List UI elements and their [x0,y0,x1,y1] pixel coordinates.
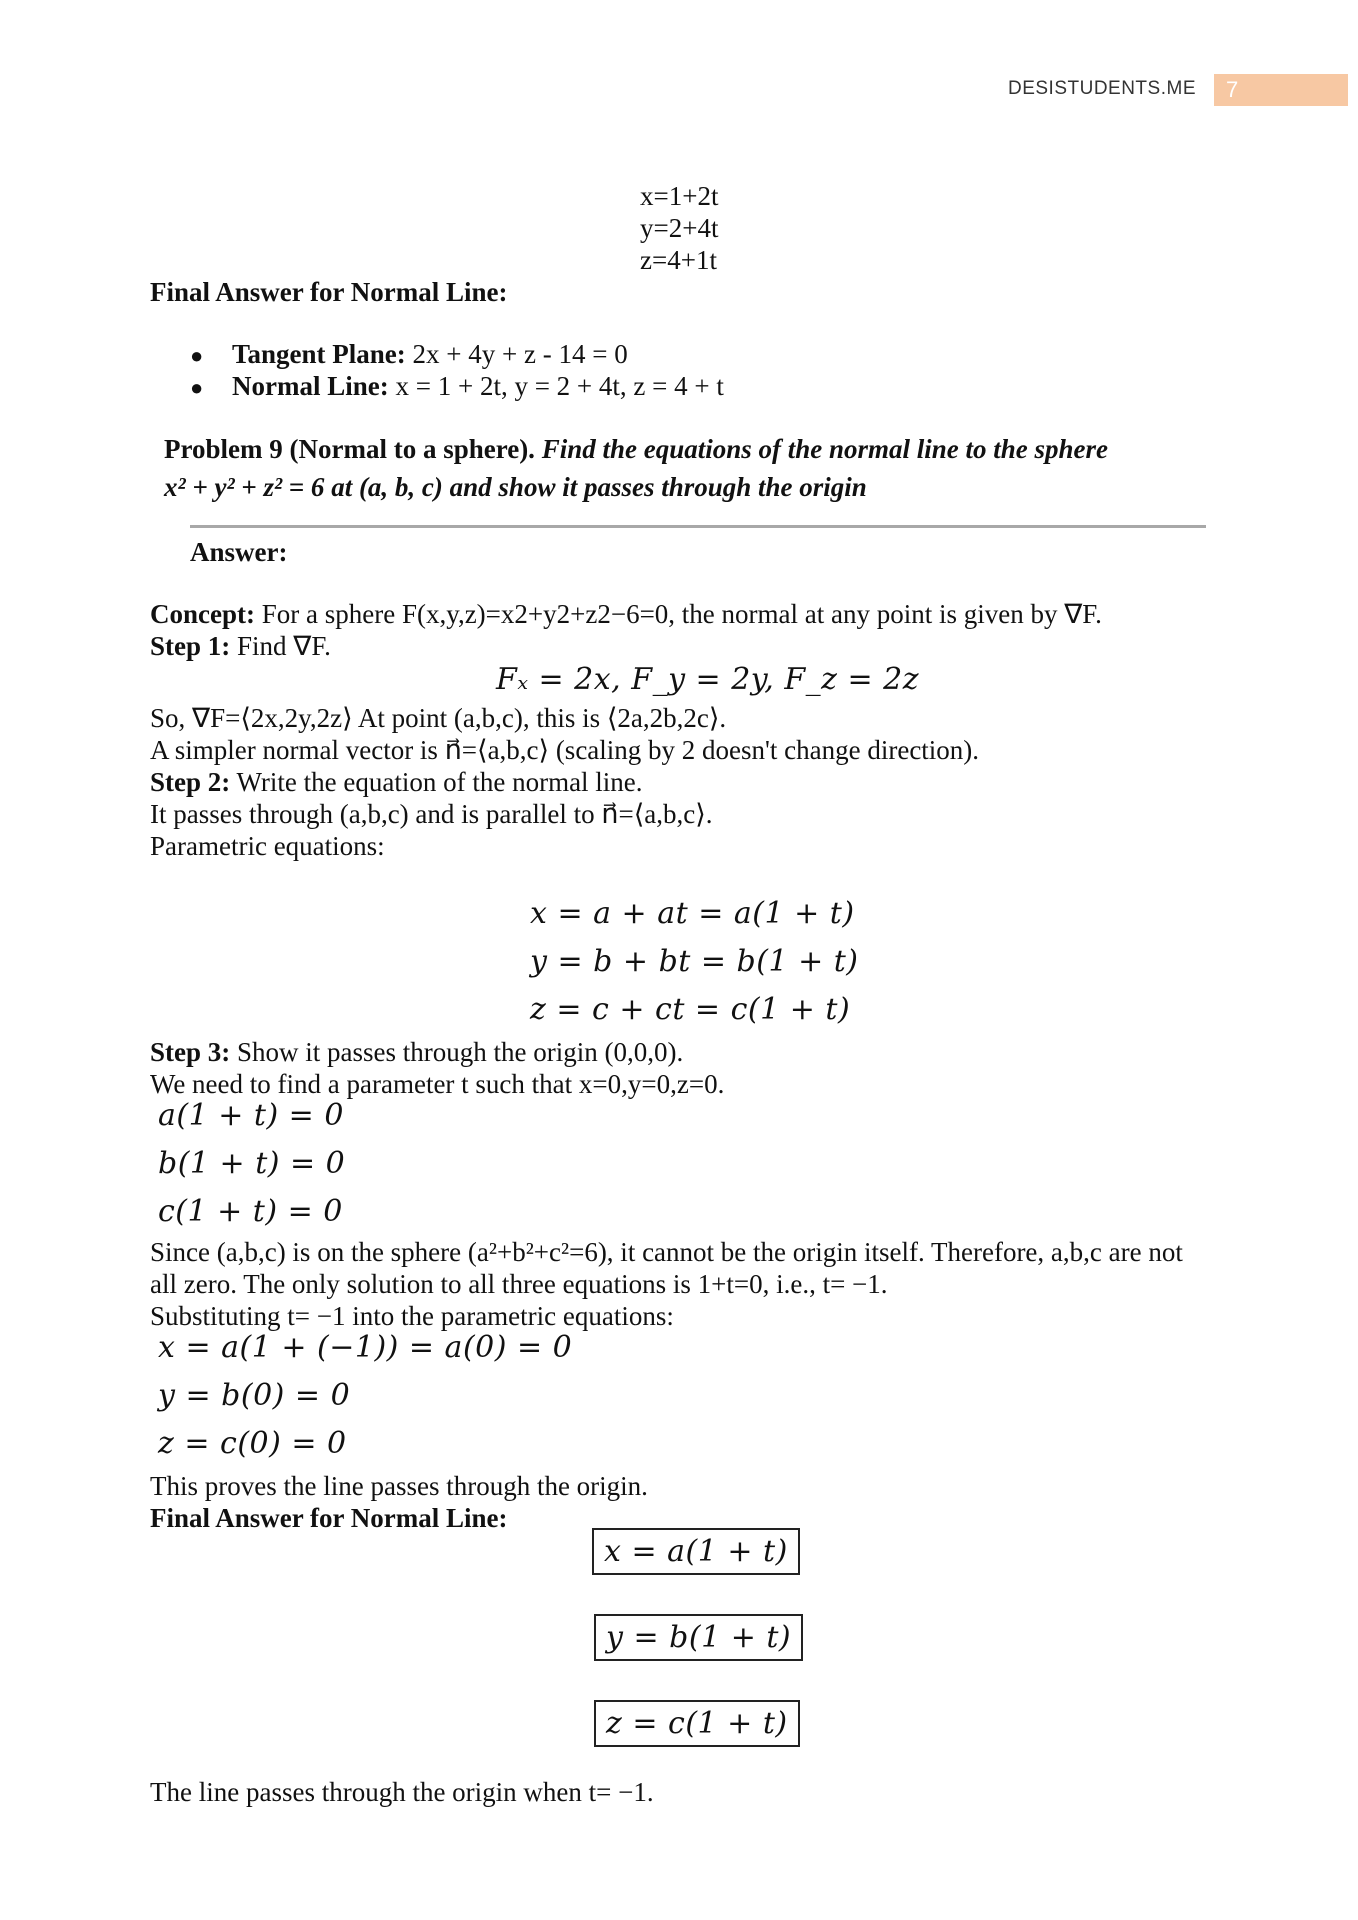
problem-title: Problem 9 (Normal to a sphere). [164,434,535,464]
sphere-equation: x² + y² + z² = 6 [164,472,325,502]
problem-line-2 [164,468,867,506]
zero-eq-c: c(1 + t) = 0 [158,1194,343,1229]
passes-through-line: It passes through (a,b,c) and is parallel to n⃗=⟨a,b,c⟩. [150,799,713,829]
step1-label: Step 1: [150,631,231,661]
tangent-plane-text: 2x + 4y + z - 14 = 0 [405,339,628,369]
bullet-dot-icon: ● [190,343,204,368]
step3-label: Step 3: [150,1037,231,1067]
problem-statement-2: at (a, b, c) and show it passes through the origin [324,472,867,502]
simpler-normal: A simpler normal vector is n⃗=⟨a,b,c⟩ (scaling by 2 doesn't change direction). [150,735,980,765]
since-line-1: Since (a,b,c) is on the sphere (a²+b²+c²=6), it cannot be the origin itself. Therefore, a,b,c are not [150,1237,1183,1267]
parametric-x: x = a + at = a(1 + t) [530,896,855,931]
problem-statement-1: Find the equations of the normal line to the sphere [541,434,1109,464]
problem-line-1 [164,430,1108,468]
tangent-plane-item [232,338,628,370]
divider [190,525,1206,528]
gradient-components: Fₓ = 2x, F_y = 2y, F_z = 2z [496,662,920,697]
boxed-answer-x: x = a(1 + t) [592,1528,800,1575]
normal-line-item [232,370,724,402]
step2-label: Step 2: [150,767,231,797]
bullet-tangent-plane [190,338,203,372]
final-answer-heading: Final Answer for Normal Line: [150,277,508,307]
since-line-3: Substituting t= −1 into the parametric equations: [150,1301,674,1331]
boxed-answer-z: z = c(1 + t) [594,1700,800,1747]
subst-eq-z: z = c(0) = 0 [158,1426,347,1461]
page-number: 7 [1214,74,1348,106]
proves-line: This proves the line passes through the origin. [150,1471,648,1501]
concept-line [150,598,1102,630]
since-line-2: all zero. The only solution to all three equations is 1+t=0, i.e., t= −1. [150,1269,888,1299]
normal-line-text: x = 1 + 2t, y = 2 + 4t, z = 4 + t [388,371,724,401]
parametric-z: z = c + ct = c(1 + t) [530,992,851,1027]
subst-eq-x: x = a(1 + (−1)) = a(0) = 0 [158,1330,573,1365]
step1-text: Find ∇F. [230,631,331,661]
boxed-answer-y: y = b(1 + t) [594,1614,803,1661]
step2-text: Write the equation of the normal line. [230,767,643,797]
top-equation-z: z=4+1t [640,245,717,275]
header-site-name: DESISTUDENTS.ME [1007,78,1196,99]
final-answer-heading-2: Final Answer for Normal Line: [150,1503,508,1533]
concept-text: For a sphere F(x,y,z)=x2+y2+z2−6=0, the normal at any point is given by ∇F. [254,599,1102,629]
gradient-at-point: So, ∇F=⟨2x,2y,2z⟩ At point (a,b,c), this is ⟨2a,2b,2c⟩. [150,703,727,733]
normal-line-label: Normal Line: [232,371,389,401]
step3-line [150,1036,683,1068]
bullet-dot-icon: ● [190,375,204,400]
parametric-label: Parametric equations: [150,831,385,861]
tangent-plane-label: Tangent Plane: [232,339,406,369]
step3-detail: We need to find a parameter t such that x=0,y=0,z=0. [150,1069,725,1099]
zero-eq-a: a(1 + t) = 0 [158,1098,344,1133]
step2-line [150,766,643,798]
concept-label: Concept: [150,599,255,629]
step1-line [150,630,331,662]
bullet-normal-line [190,370,203,404]
answer-label: Answer: [190,537,288,567]
closing-line: The line passes through the origin when t= −1. [150,1777,654,1807]
subst-eq-y: y = b(0) = 0 [158,1378,351,1413]
top-equation-x: x=1+2t [640,181,719,211]
step3-text: Show it passes through the origin (0,0,0). [230,1037,684,1067]
zero-eq-b: b(1 + t) = 0 [158,1146,346,1181]
parametric-y: y = b + bt = b(1 + t) [530,944,859,979]
top-equation-y: y=2+4t [640,213,719,243]
